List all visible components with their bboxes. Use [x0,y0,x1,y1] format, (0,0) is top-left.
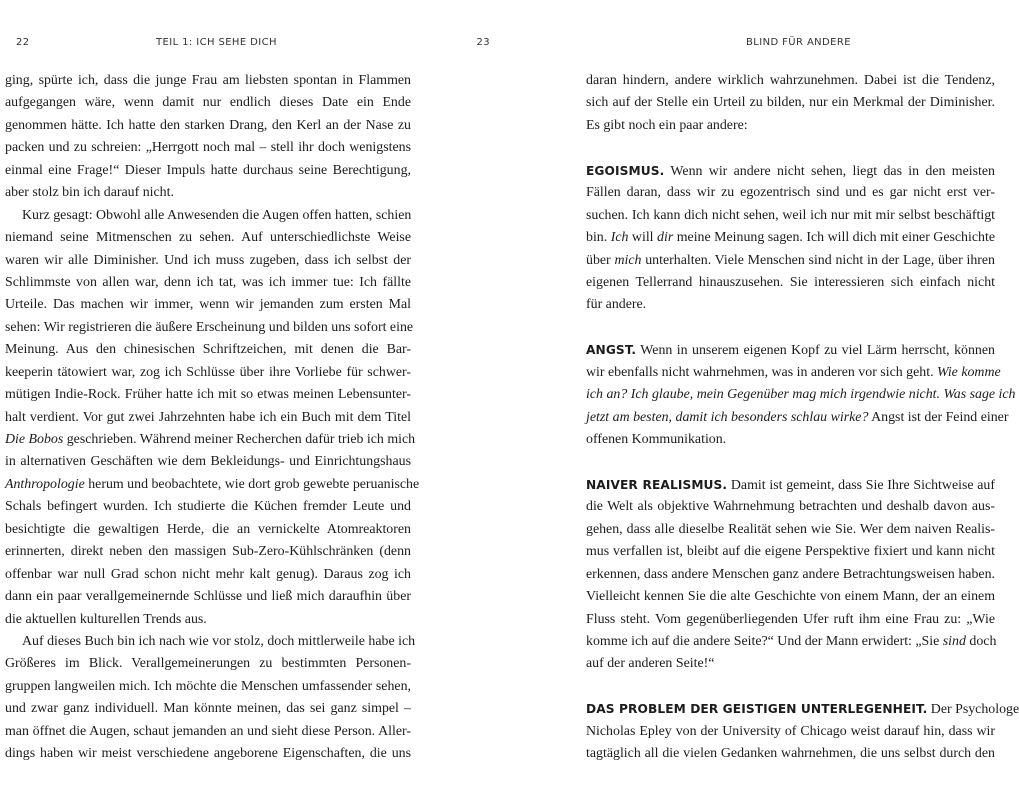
text-line: besichtigte die gewaltigen Herde, die an vernickelte Atomreaktoren [5,521,411,537]
text-line: dann ein paar verallgemeinernde Schlüsse und ließ mich daraufhin über [5,589,411,605]
text-line: Anthropologie herum und beobachtete, wie dort grob gewebte peruanische [5,476,420,492]
text-line: Meinung. Aus den chinesischen Schriftzeichen, mit denen die Bar- [5,342,411,358]
text-line: Es gibt noch ein paar andere: [586,117,748,133]
running-head: TEIL 1: ICH SEHE DICH [156,37,277,48]
text-line: Größeres im Blick. Verallgemeinerungen zu bestimmten Personen- [5,656,411,672]
text-line: mütigen Indie-Rock. Früher hatte ich mit so etwas meinen Lebensunter- [5,387,411,403]
text-line: Kurz gesagt: Obwohl alle Anwesenden die Augen offen hatten, schien [22,207,412,223]
text-line: offenbar war null Grad schon nicht mehr kalt genug). Daraus zog ich [5,566,411,582]
text-line: man öffnet die Augen, schaut jemanden an und sieht diese Person. Aller- [5,723,411,739]
text-line: erkennen, dass andere Menschen ganz andere Betrachtungsweisen haben. [586,566,995,582]
section-gap [586,451,995,473]
text-line: NAIVER REALISMUS. Damit ist gemeint, dass Sie Ihre Sichtweise auf [586,477,996,493]
text-line: gruppen langweilen mich. Ich möchte die Menschen umfassender sehen, [5,678,411,694]
text-line: ANGST. Wenn in unserem eigenen Kopf zu viel Lärm herrscht, können [586,343,995,359]
text-line: Fällen daran, dass wir zu egozentrisch sind und es gar nicht erst ver- [586,185,995,201]
section-gap [586,676,995,698]
text-line: ich an? Ich glaube, mein Gegenüber mag mich irgendwie nicht. Was sage ich [586,387,1016,403]
text-line: wir ebenfalls nicht wahrnehmen, was in anderen vor sich geht. Wie komme [586,364,1001,380]
text-line: Nicholas Epley von der University of Chicago weist darauf hin, dass wir [586,723,995,739]
text-line: jetzt am besten, damit ich besonders schlau wirke? Angst ist der Feind einer [586,409,1009,425]
text-line: in alternativen Geschäften wie dem Bekleidungs- und Einrichtungshaus [5,454,411,470]
text-line: und zwar ganz individuell. Man könnte meinen, das sei ganz simpel – [5,701,411,717]
text-line: waren wir alle Diminisher. Und ich muss zugeben, dass ich selbst der [5,252,411,268]
text-line: Auf dieses Buch bin ich nach wie vor stolz, doch mittlerweile habe ich [22,633,416,649]
text-line: aber stolz bin ich darauf nicht. [5,185,174,201]
text-line: suchen. Ich kann dich nicht sehen, weil ich nur mit mir selbst beschäftigt [586,207,995,223]
text-line: einmal eine Frage!“ Dieser Impuls hatte durchaus seine Berechtigung, [5,162,411,178]
text-line: dings haben wir meist verschiedene angeborene Eigenschaften, die uns [5,746,411,762]
text-line: auf der anderen Seite!“ [586,656,715,672]
section-gap [586,137,995,159]
text-line: Die Bobos geschrieben. Während meiner Recherchen dafür trieb ich mich [5,432,416,447]
text-line: mus verfallen ist, bleibt auf die eigene Perspektive fixiert und kann nicht [586,544,995,560]
section-keyword: NAIVER REALISMUS. [586,477,728,492]
text-line: daran hindern, andere wirklich wahrzunehmen. Dabei ist die Tendenz, [586,73,995,88]
section-gap [586,317,995,339]
text-line: packen und zu schreien: „Herrgott noch mal – stell ihr doch wenigstens [5,140,411,156]
text-line: EGOISMUS. Wenn wir andere nicht sehen, liegt das in den meisten [586,163,995,179]
page-number: 22 [16,37,30,48]
text-line: bin. Ich will dir meine Meinung sagen. Ich will dich mit einer Geschichte [586,230,995,246]
text-line: ging, spürte ich, dass die junge Frau am liebsten spontan in Flammen [5,73,411,88]
text-line: die Welt als objektive Wahrnehmung betrachten und deshalb davon aus- [586,499,995,515]
text-line: tagtäglich all die vielen Gedanken wahrnehmen, die uns selbst durch den [586,746,995,762]
left-page-body [5,70,420,766]
text-line: Schlimmste von allen war, denn ich tat, was ich immer tue: Ich fällte [5,274,411,290]
running-head: BLIND FÜR ANDERE [746,37,851,48]
text-line: über mich unterhalten. Viele Menschen sind nicht in der Lage, über ihren [586,252,995,268]
text-line: erinnerten, direkt neben den massigen Sub-Zero-Kühlschränken (denn [5,544,411,560]
left-page [0,0,500,800]
text-line: DAS PROBLEM DER GEISTIGEN UNTERLEGENHEIT. Der Psychologe [586,702,1019,718]
text-line: Urteile. Das machen wir immer, wenn wir jemanden zum ersten Mal [5,297,411,313]
text-line: Vielleicht kennen Sie die alte Geschichte von einem Mann, der an einem [586,589,995,605]
text-line: sich auf der Stelle ein Urteil zu bilden, nur ein Merkmal der Diminisher. [586,95,995,111]
text-line: Fluss steht. Vom gegenüberliegenden Ufer ruft ihm eine Frau zu: „Wie [586,611,995,627]
section-keyword: EGOISMUS. [586,163,665,178]
text-line: Schals befingert wurden. Ich studierte die Küchen fremder Leute und [5,499,411,515]
right-page [476,0,1019,800]
text-line: gehen, dass alle dieselbe Realität sehen wie Sie. Wer dem naiven Realis- [586,521,995,537]
text-line: sehen: Wir registrieren die äußere Erscheinung und bilden uns sofort eine [5,319,414,335]
text-line: für andere. [586,297,647,313]
right-page-body [586,70,1019,766]
text-line: keeperin tätowiert war, zog ich Schlüsse über ihre Vorliebe für schwer- [5,364,411,380]
text-line: aufgegangen wäre, wenn damit nur endlich dieses Date ein Ende [5,95,411,111]
store-name: Anthropologie [5,476,85,492]
text-line: eigenen Tellerrand hinauszusehen. Sie interessieren sich einfach nicht [586,274,995,290]
book-title: Die Bobos [5,432,64,447]
text-line: die aktuellen kulturellen Trends aus. [5,611,207,627]
section-keyword: DAS PROBLEM DER GEISTIGEN UNTERLEGENHEIT. [586,702,928,717]
text-line: halt verdient. Vor gut zwei Jahrzehnten habe ich ein Buch mit dem Titel [5,409,411,425]
text-line: komme ich auf die andere Seite?“ Und der Mann erwidert: „Sie sind doch [586,633,997,649]
text-line: offenen Kommunikation. [586,432,727,447]
text-line: niemand seine Mitmenschen zu sehen. Auf unterschiedlichste Weise [5,230,411,246]
section-keyword: ANGST. [586,343,637,358]
page-number: 23 [476,37,490,48]
text-line: genommen hätte. Ich hatte den starken Drang, den Kerl an der Nase zu [5,117,411,133]
